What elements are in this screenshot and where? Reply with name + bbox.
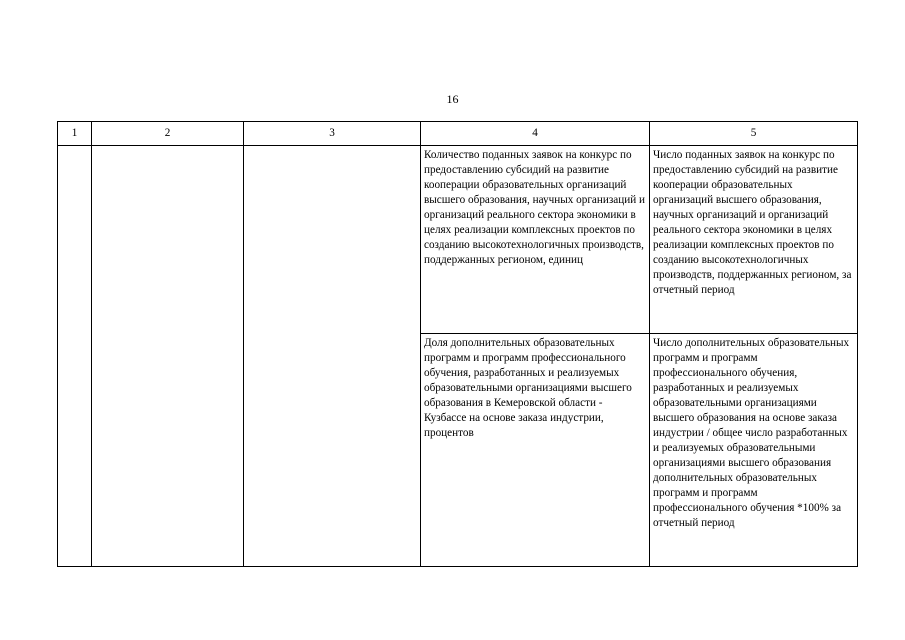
indicator-table [57,121,858,567]
indicator-method-text: Число дополнительных образовательных программ и программ профессионального обучения, разработанных и реализуемых образовательными организациями высшего образования на основе заказа индустрии / общее число разработанных и реализуемых образовательными организациями высшего образования дополнительных образовательных программ и программ профессионального обучения *100% за отчетный период [653,337,850,529]
column-header-5: 5 [650,122,858,146]
indicator-name-text: Количество поданных заявок на конкурс по предоставлению субсидий на развитие кооперации образовательных организаций высшего образования, научных организаций и организаций реального сектора экономики в целях реализации комплексных проектов по созданию высокотехнологичных производств, поддержанных регионом, единиц [424,149,645,266]
indicator-name-cell [421,146,650,334]
indicator-method-cell [650,334,858,567]
page-number: 16 [446,92,459,106]
table-row [58,146,858,334]
table-cell-col1 [58,146,92,567]
column-header-1: 1 [58,122,92,146]
table-header-row [58,122,858,146]
table-cell-col2 [92,146,244,567]
indicator-method-text: Число поданных заявок на конкурс по предоставлению субсидий на развитие кооперации образовательных организаций высшего образования, научных организаций и организаций реального сектора экономики в целях реализации комплексных проектов по созданию высокотехнологичных производств, поддержанных регионом, за отчетный период [653,149,852,296]
column-header-4: 4 [421,122,650,146]
column-header-2: 2 [92,122,244,146]
indicator-method-cell [650,146,858,334]
column-header-3: 3 [244,122,421,146]
indicator-name-cell [421,334,650,567]
indicator-name-text: Доля дополнительных образовательных программ и программ профессионального обучения, разработанных и реализуемых образовательными организациями высшего образования в Кемеровской области - Кузбассе на основе заказа индустрии, процентов [424,337,632,439]
table-cell-col3 [244,146,421,567]
